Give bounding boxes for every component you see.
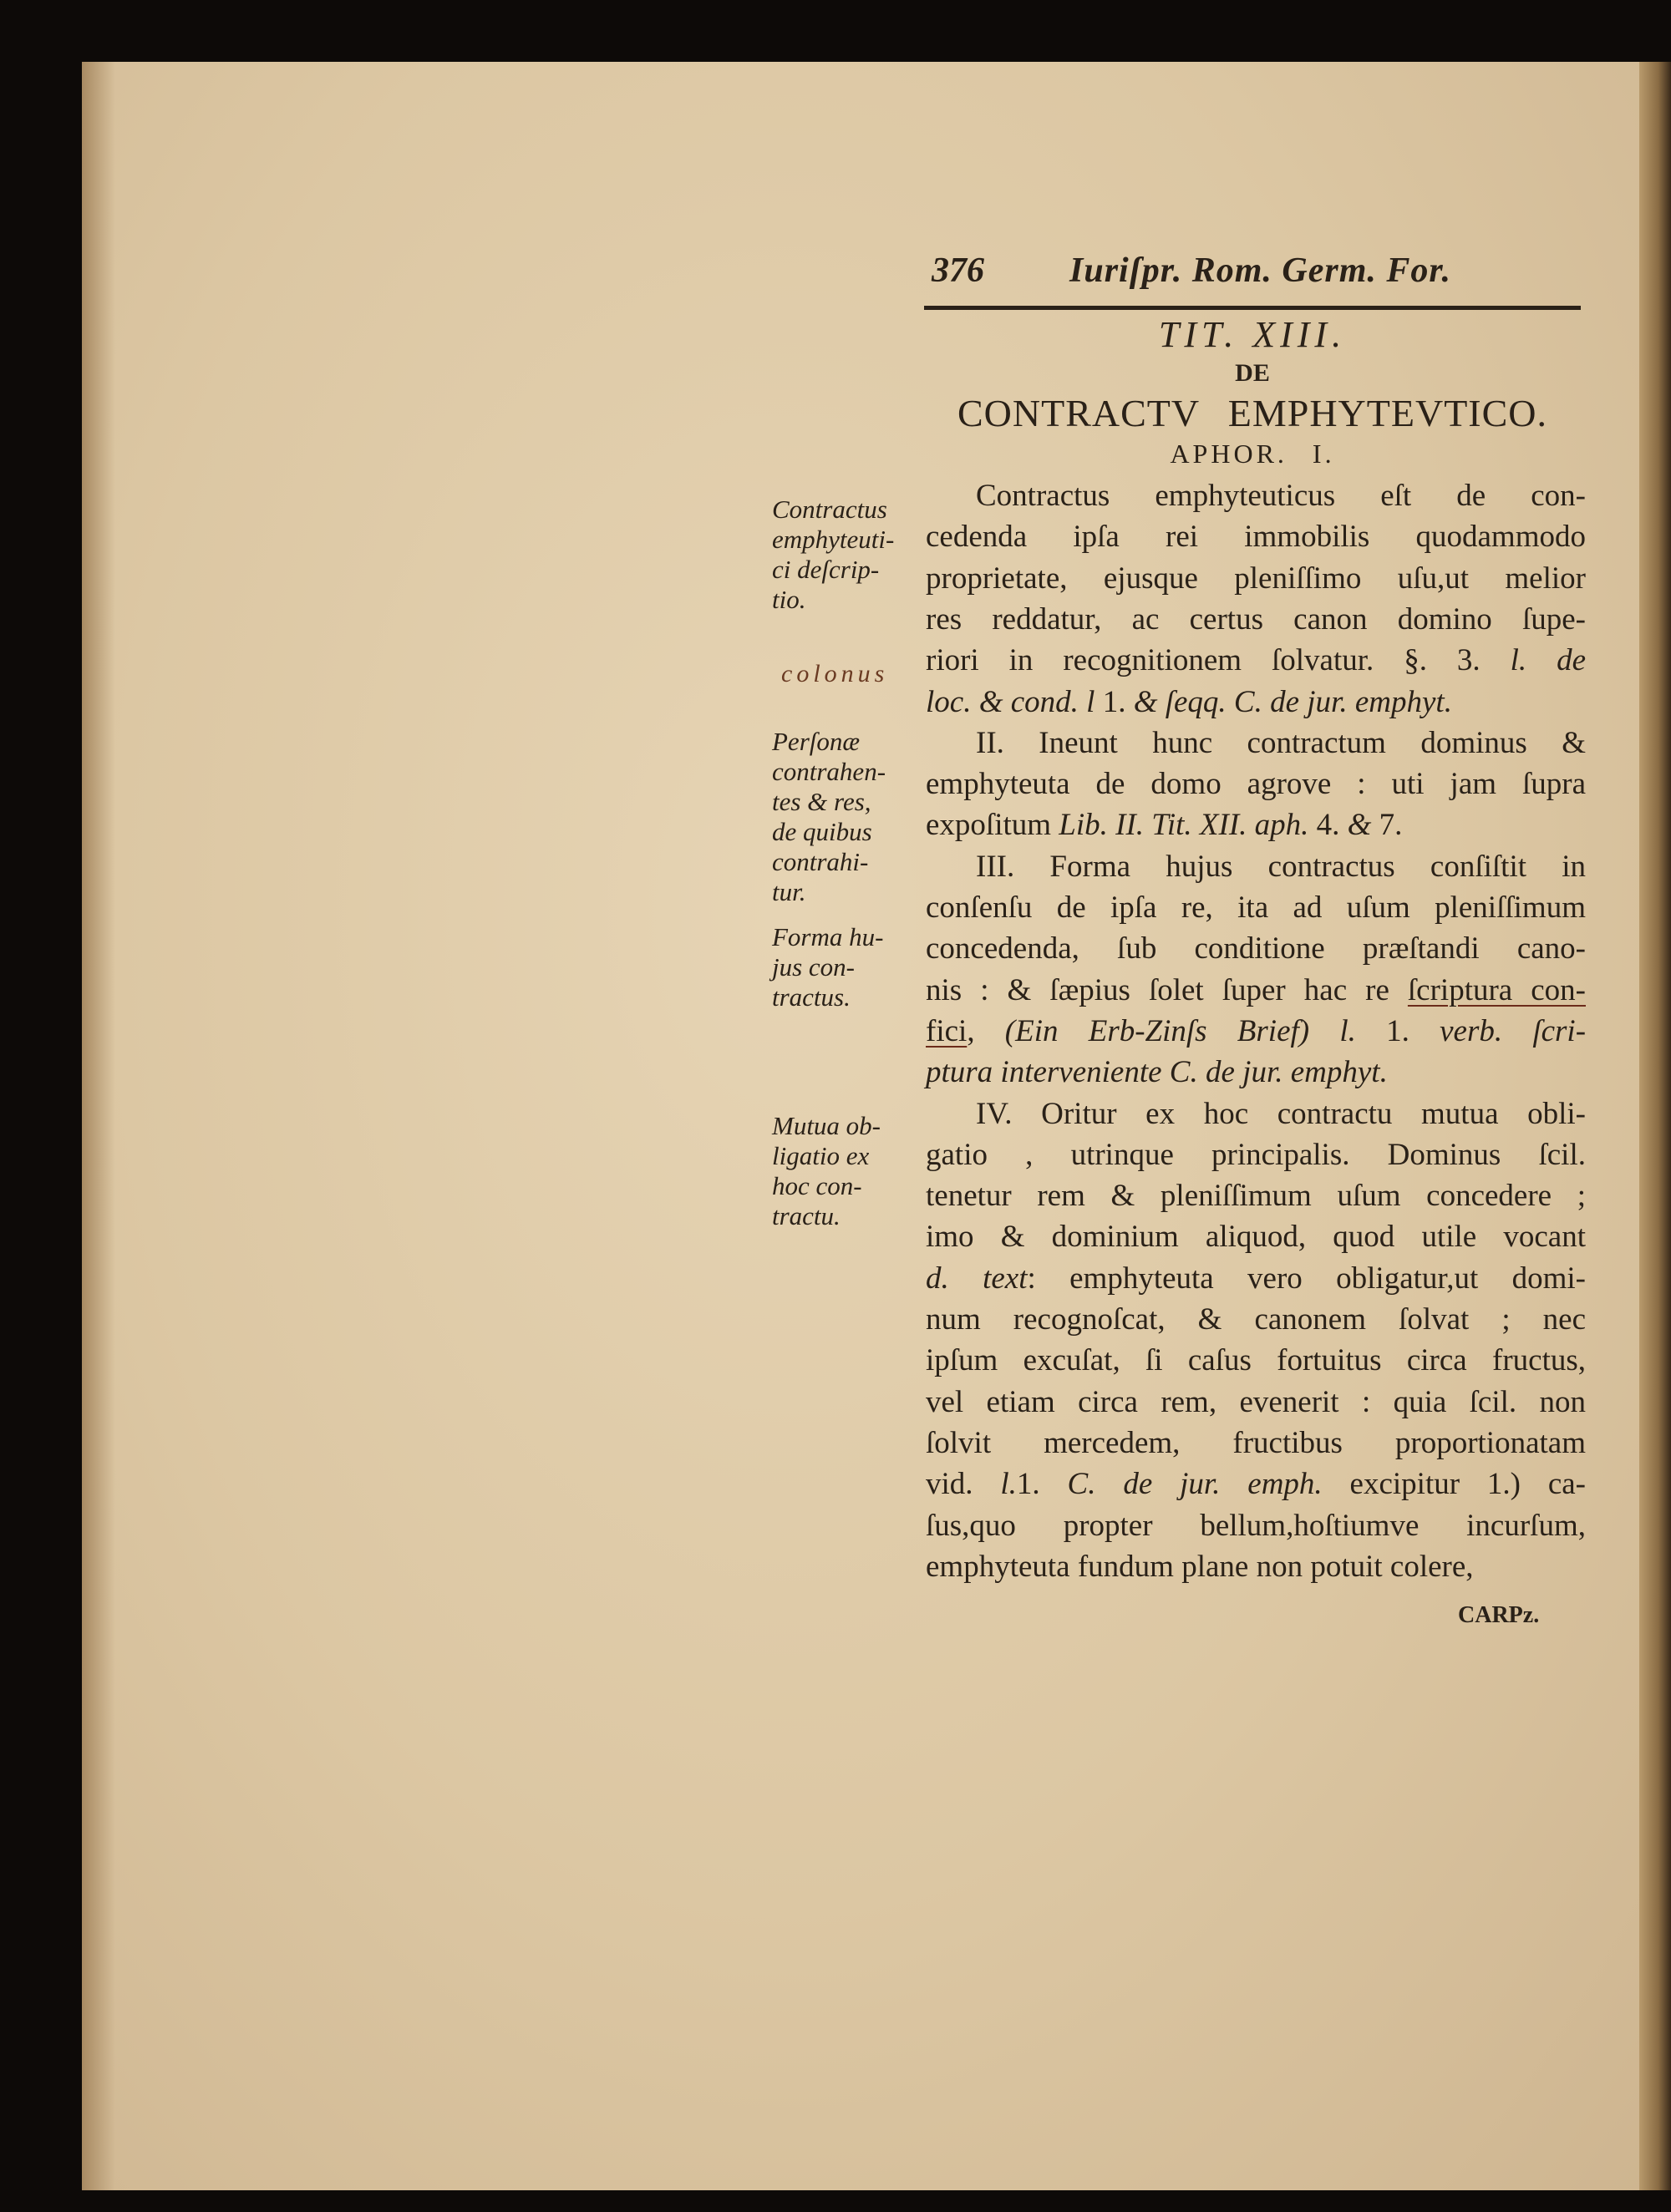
- page-gutter-shadow: [82, 62, 115, 2190]
- text-segment: vid.: [926, 1467, 1001, 1502]
- italic-text: l.: [1339, 1013, 1356, 1048]
- text-segment: [1309, 1014, 1339, 1048]
- margin-note-line: emphyteuti-: [772, 525, 895, 554]
- underlined-text: fici: [926, 1013, 968, 1048]
- margin-note-line: Forma hu-: [772, 922, 884, 951]
- text-segment: tenetur rem & pleniſſimum uſum concedere ;: [926, 1179, 1586, 1214]
- text-line: [926, 724, 1586, 763]
- margin-note: [772, 922, 883, 1012]
- margin-note-line: Perſonæ: [772, 727, 861, 756]
- text-segment: : emphyteuta vero obligatur,ut domi-: [1027, 1261, 1586, 1296]
- page-edge: [1639, 62, 1671, 2190]
- text-line: [926, 848, 1586, 886]
- text-line: [926, 806, 1586, 845]
- italic-text: Lib. II. Tit. XII. aph.: [1059, 808, 1309, 843]
- margin-note-line: ci deſcrip-: [772, 555, 880, 584]
- catchword: CARPz.: [1458, 1602, 1540, 1628]
- italic-text: & ſeqq. C. de jur. emphyt.: [1133, 684, 1452, 719]
- margin-note-line: hoc con-: [772, 1171, 862, 1200]
- text-segment: 1.: [1016, 1467, 1068, 1502]
- page-number: 376: [932, 251, 984, 290]
- margin-note-line: de quibus: [772, 817, 872, 846]
- text-line: [926, 683, 1586, 722]
- text-line: [926, 477, 1586, 515]
- running-header: [932, 251, 1581, 292]
- text-line: [926, 642, 1586, 680]
- text-segment: excipitur 1.) ca-: [1322, 1467, 1587, 1502]
- margin-note-line: jus con-: [772, 952, 856, 982]
- margin-note-line: tes & res,: [772, 787, 871, 816]
- italic-text: l.: [1000, 1467, 1017, 1502]
- text-segment: IV. Oritur ex hoc contractu mutua obli-: [976, 1096, 1586, 1131]
- margin-note-line: tractus.: [772, 982, 851, 1012]
- aphorism-heading: APHOR. I.: [1170, 439, 1335, 469]
- text-segment: 4.: [1308, 808, 1348, 843]
- text-segment: 1.: [1095, 684, 1134, 719]
- text-line: [926, 889, 1586, 927]
- text-segment: cedenda ipſa rei immobilis quodammodo: [926, 520, 1586, 555]
- text-line: [926, 1260, 1586, 1298]
- text-line: [926, 1053, 1586, 1092]
- text-segment: conſenſu de ipſa re, ita ad uſum pleniſſimum: [926, 890, 1586, 925]
- text-line: [926, 518, 1586, 556]
- margin-note-line: tur.: [772, 877, 806, 906]
- text-line: [926, 1095, 1586, 1134]
- text-line: [926, 1383, 1586, 1422]
- margin-note-line: contrahen-: [772, 757, 886, 786]
- italic-text: verb. ſcri-: [1440, 1013, 1587, 1048]
- text-segment: Contractus emphyteuticus eſt de con-: [976, 479, 1586, 513]
- text-segment: gatio , utrinque principalis. Dominus ſcil.: [926, 1137, 1586, 1172]
- running-title: Iuriſpr. Rom. Germ. For.: [1069, 251, 1451, 290]
- text-line: [926, 1507, 1586, 1545]
- title-number: TIT. XIII.: [1158, 314, 1347, 355]
- header-rule: [924, 306, 1581, 310]
- text-segment: nis : & ſæpius ſolet ſuper hac re: [926, 972, 1408, 1007]
- text-line: [926, 1424, 1586, 1463]
- italic-text: l. de: [1510, 643, 1586, 678]
- italic-text: C. de jur. emph.: [1067, 1467, 1323, 1502]
- title-de: DE: [1235, 359, 1270, 387]
- margin-note-line: tio.: [772, 585, 806, 614]
- text-segment: II. Ineunt hunc contractum dominus &: [976, 725, 1586, 760]
- margin-note-line: Contractus: [772, 495, 887, 524]
- margin-note-line: contrahi-: [772, 847, 869, 876]
- text-line: [926, 601, 1586, 639]
- text-segment: emphyteuta de domo agrove : uti jam ſupra: [926, 767, 1586, 802]
- text-segment: vel etiam circa rem, evenerit : quia ſcil. non: [926, 1384, 1586, 1419]
- text-line: [926, 1548, 1586, 1586]
- text-segment: concedenda, ſub conditione præſtandi cano-: [926, 931, 1586, 966]
- text-segment: res reddatur, ac certus canon domino ſupe-: [926, 601, 1586, 637]
- italic-text: d. text: [926, 1261, 1028, 1296]
- text-segment: 7.: [1371, 808, 1403, 843]
- text-segment: ſolvit mercedem, fructibus proportionatam: [926, 1425, 1586, 1460]
- margin-note: [772, 495, 894, 615]
- margin-note-line: tractu.: [772, 1201, 841, 1230]
- text-line: [926, 560, 1586, 598]
- text-segment: III. Forma hujus contractus conſiſtit in: [976, 849, 1586, 884]
- text-line: [926, 1465, 1586, 1504]
- italic-text: &: [1347, 808, 1372, 843]
- margin-note: [772, 1111, 881, 1231]
- italic-text: loc. & cond. l: [926, 684, 1095, 719]
- margin-note-line: ligatio ex: [772, 1141, 870, 1170]
- italic-text: (Ein Erb-Zinſs Brief): [1004, 1013, 1310, 1048]
- text-segment: proprietate, ejusque pleniſſimo uſu,ut melior: [926, 561, 1586, 596]
- text-line: [926, 1301, 1586, 1339]
- italic-text: ptura interveniente C. de jur. emphyt.: [926, 1055, 1388, 1090]
- margin-note: [772, 727, 886, 907]
- text-segment: imo & dominium aliquod, quod utile vocant: [926, 1220, 1586, 1255]
- text-line: [926, 1136, 1586, 1174]
- handwritten-annotation: colonus: [781, 660, 889, 687]
- text-segment: ſus,quo propter bellum,hoſtiumve incurſum,: [926, 1508, 1586, 1543]
- text-line: [926, 1177, 1586, 1215]
- margin-note-line: Mutua ob-: [772, 1111, 881, 1140]
- text-segment: riori in recognitionem ſolvatur. §. 3.: [926, 643, 1511, 678]
- chapter-title: CONTRACTV EMPHYTEVTICO.: [957, 392, 1548, 434]
- text-segment: 1.: [1355, 1013, 1440, 1048]
- text-segment: ipſum excuſat, ſi caſus fortuitus circa fructus,: [926, 1343, 1586, 1378]
- text-line: [926, 930, 1586, 968]
- text-line: [926, 1012, 1586, 1051]
- text-segment: expoſitum: [926, 808, 1059, 843]
- text-line: [926, 1342, 1586, 1380]
- text-line: [926, 972, 1586, 1010]
- text-segment: emphyteuta fundum plane non potuit colere,: [926, 1549, 1474, 1584]
- text-segment: ,: [967, 1013, 1005, 1048]
- text-segment: num recognoſcat, & canonem ſolvat ; nec: [926, 1302, 1586, 1337]
- text-line: [926, 1218, 1586, 1256]
- underlined-text: ſcriptura con-: [1407, 972, 1586, 1007]
- text-line: [926, 765, 1586, 804]
